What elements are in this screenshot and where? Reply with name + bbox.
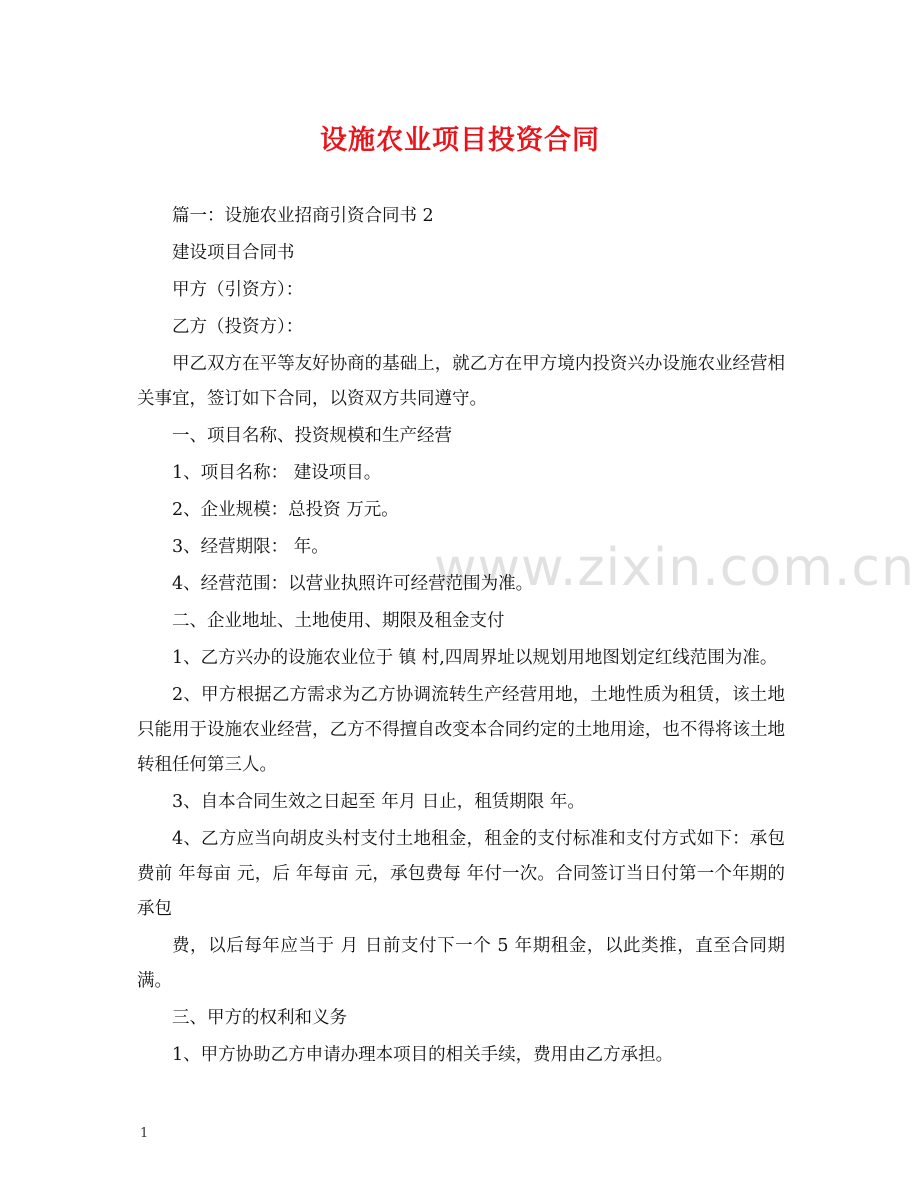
section-heading-2: 二、企业地址、土地使用、期限及租金支付 <box>172 611 505 631</box>
clause-1-1: 1、项目名称： 建设项目。 <box>172 463 382 483</box>
page-number: 1 <box>140 1126 149 1141</box>
paragraph-party-a: 甲方（引资方）： <box>172 280 304 300</box>
clause-3-1: 1、甲方协助乙方申请办理本项目的相关手续，费用由乙方承担。 <box>172 1045 674 1065</box>
clause-1-3: 3、经营期限： 年。 <box>172 537 329 557</box>
clause-2-1: 1、乙方兴办的设施农业位于 镇 村,四周界址以规划用地图划定红线范围为准。 <box>172 648 778 668</box>
paragraph-party-b: 乙方（投资方）： <box>172 317 304 337</box>
clause-2-4-continued: 费，以后每年应当于 月 日前支付下一个 5 年期租金，以此类推，直至合同期满。 <box>137 936 785 991</box>
paragraph-contract-name: 建设项目合同书 <box>172 243 295 263</box>
clause-1-4: 4、经营范围：以营业执照许可经营范围为准。 <box>172 574 534 594</box>
section-heading-3: 三、甲方的权利和义务 <box>172 1008 347 1028</box>
paragraph-heading-part1: 篇一：设施农业招商引资合同书 2 <box>172 206 434 226</box>
document-title: 设施农业项目投资合同 <box>320 125 600 156</box>
clause-1-2: 2、企业规模：总投资 万元。 <box>172 500 399 520</box>
document-body <box>137 199 785 1075</box>
clause-2-4: 4、乙方应当向胡皮头村支付土地租金，租金的支付标准和支付方式如下：承包费前 年每亩 元，后 年每亩 元，承包费每 年付一次。合同签订当日付第一个年期的承包 <box>137 829 785 919</box>
section-heading-1: 一、项目名称、投资规模和生产经营 <box>172 426 452 446</box>
clause-2-3: 3、自本合同生效之日起至 年月 日止，租赁期限 年。 <box>172 792 585 812</box>
paragraph-preamble: 甲乙双方在平等友好协商的基础上，就乙方在甲方境内投资兴办设施农业经营相关事宜，签订如下合同，以资双方共同遵守。 <box>137 354 785 409</box>
clause-2-2: 2、甲方根据乙方需求为乙方协调流转生产经营用地，土地性质为租赁，该土地只能用于设施农业经营，乙方不得擅自改变本合同约定的土地用途，也不得将该土地转租任何第三人。 <box>137 685 785 775</box>
watermark: www.zixin.com.cn <box>434 538 915 598</box>
